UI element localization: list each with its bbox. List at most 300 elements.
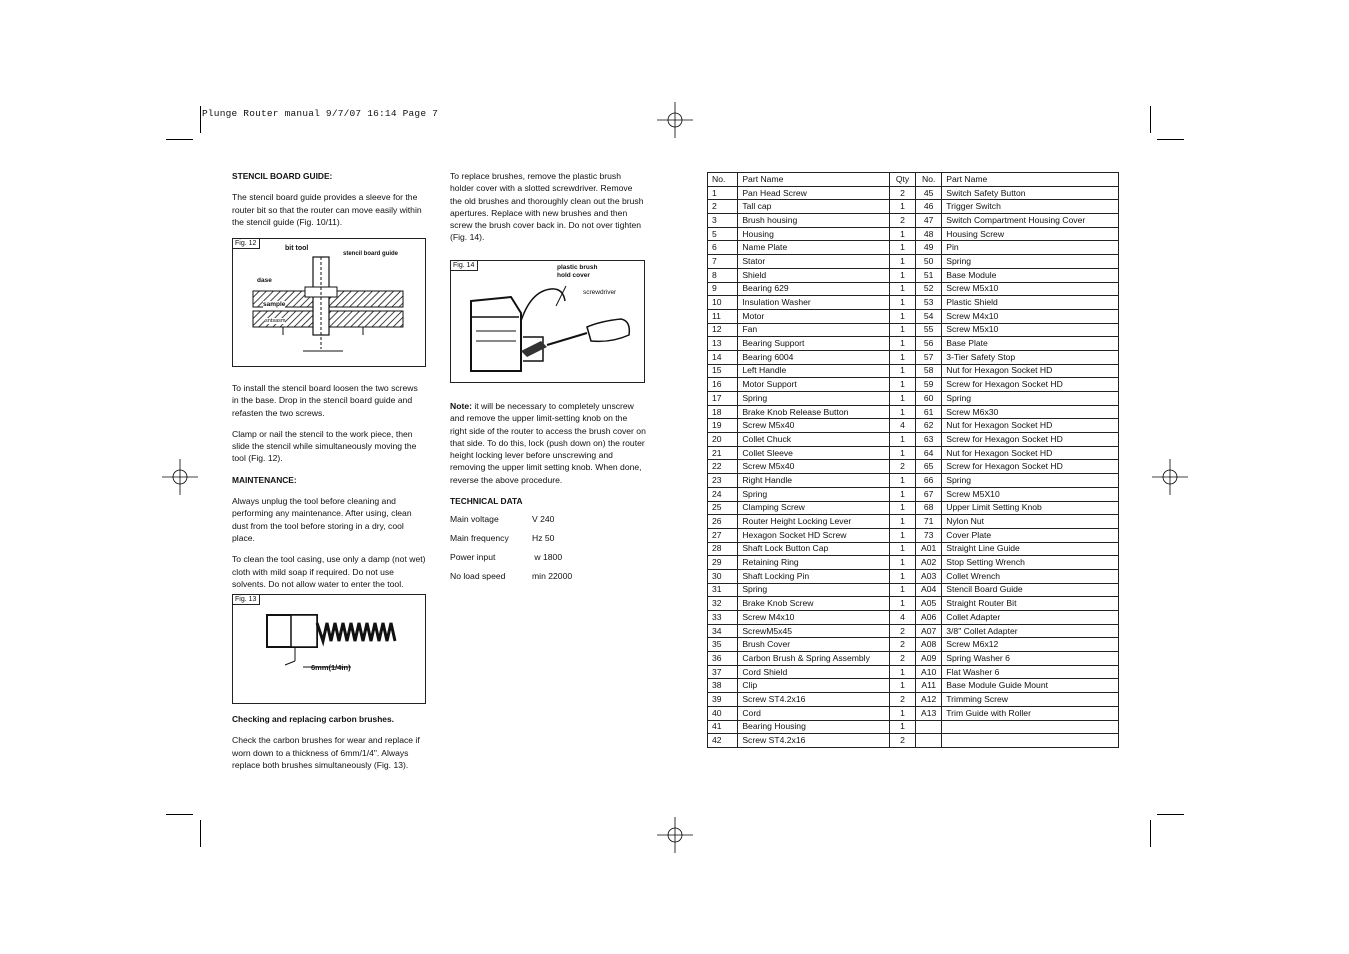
part-number-2 <box>916 734 942 748</box>
part-name-2: 3/8" Collet Adapter <box>942 624 1119 638</box>
figure-12 <box>232 238 426 367</box>
table-row <box>708 214 1119 228</box>
part-name-2: Screw for Hexagon Socket HD <box>942 378 1119 392</box>
part-name-2: Stop Setting Wrench <box>942 556 1119 570</box>
crop-mark <box>1157 139 1184 140</box>
part-number: 28 <box>708 542 738 556</box>
table-row <box>708 569 1119 583</box>
table-row <box>708 186 1119 200</box>
part-name: Insulation Washer <box>738 296 890 310</box>
crop-mark <box>166 139 193 140</box>
table-header-row <box>708 173 1119 187</box>
part-qty: 1 <box>889 720 915 734</box>
part-name: Bearing Housing <box>738 720 890 734</box>
part-qty: 2 <box>889 460 915 474</box>
note-label: Note: <box>450 401 472 411</box>
part-name-2: Housing Screw <box>942 227 1119 241</box>
part-number: 40 <box>708 706 738 720</box>
part-number: 5 <box>708 227 738 241</box>
install-paragraph: To install the stencil board loosen the two screws in the base. Drop in the stencil board guide and refasten the two screws. <box>232 383 418 418</box>
part-name: Carbon Brush & Spring Assembly <box>738 652 890 666</box>
figure-label: Fig. 14 <box>451 261 478 271</box>
part-qty: 1 <box>889 378 915 392</box>
column-left-lower <box>232 382 426 599</box>
part-number-2: A12 <box>916 693 942 707</box>
technical-data-heading: TECHNICAL DATA <box>450 496 523 507</box>
workpiece-label: sntsasm <box>265 318 286 324</box>
part-name: Bearing 629 <box>738 282 890 296</box>
part-number: 25 <box>708 501 738 515</box>
part-name-2: Upper Limit Setting Knob <box>942 501 1119 515</box>
part-number: 11 <box>708 309 738 323</box>
part-number: 23 <box>708 474 738 488</box>
part-number-2: A06 <box>916 611 942 625</box>
part-number: 18 <box>708 405 738 419</box>
note-text: it will be necessary to completely unscrew and remove the upper limit-setting knob on the right side of the router to access the brush cover on that side. To do this, lock (push down on) the router height locking lever before unscrewing and removing the upper limit setting knob. When done, reverse the above procedure. <box>450 401 646 485</box>
figure-14 <box>450 260 645 383</box>
part-number: 26 <box>708 515 738 529</box>
part-name: Clip <box>738 679 890 693</box>
part-name: Collet Sleeve <box>738 446 890 460</box>
crop-mark <box>166 814 193 815</box>
part-number: 35 <box>708 638 738 652</box>
part-name: Pan Head Screw <box>738 186 890 200</box>
part-number-2: 61 <box>916 405 942 419</box>
part-name: Housing <box>738 227 890 241</box>
part-number: 24 <box>708 487 738 501</box>
part-name: Brush Cover <box>738 638 890 652</box>
print-slug: Plunge Router manual 9/7/07 16:14 Page 7 <box>202 108 439 119</box>
part-qty: 1 <box>889 268 915 282</box>
base-label: dase <box>257 277 272 284</box>
measurement-label: 6mm(1/4in) <box>311 663 351 672</box>
table-row <box>708 392 1119 406</box>
part-name: Brake Knob Release Button <box>738 405 890 419</box>
spec-label: Power input <box>450 552 496 562</box>
column-header: No. <box>708 173 738 187</box>
part-name: Clamping Screw <box>738 501 890 515</box>
part-qty: 1 <box>889 350 915 364</box>
brush-cover-label-line2: hold cover <box>557 272 590 279</box>
stencil-heading: STENCIL BOARD GUIDE: <box>232 171 333 181</box>
part-name: Screw M5x40 <box>738 460 890 474</box>
part-name-2: Base Module <box>942 268 1119 282</box>
part-number-2: 56 <box>916 337 942 351</box>
part-name: ScrewM5x45 <box>738 624 890 638</box>
spec-label: No load speed <box>450 571 506 581</box>
table-row <box>708 556 1119 570</box>
part-number-2: 73 <box>916 528 942 542</box>
part-qty: 1 <box>889 679 915 693</box>
table-row <box>708 296 1119 310</box>
part-name: Bearing 6004 <box>738 350 890 364</box>
part-qty: 1 <box>889 501 915 515</box>
brush-cover-label-line1: plastic brush <box>557 264 598 271</box>
part-number: 9 <box>708 282 738 296</box>
part-qty: 1 <box>889 446 915 460</box>
part-qty: 1 <box>889 515 915 529</box>
registration-mark-icon <box>162 459 198 495</box>
part-name: Router Height Locking Lever <box>738 515 890 529</box>
part-qty: 1 <box>889 706 915 720</box>
column-left-bottom <box>232 713 426 780</box>
part-qty: 2 <box>889 624 915 638</box>
part-name: Fan <box>738 323 890 337</box>
carbon-heading: Checking and replacing carbon brushes. <box>232 714 394 724</box>
part-number: 14 <box>708 350 738 364</box>
part-name: Shaft Lock Button Cap <box>738 542 890 556</box>
part-number-2: 54 <box>916 309 942 323</box>
part-qty: 1 <box>889 583 915 597</box>
part-number-2: 52 <box>916 282 942 296</box>
part-qty: 1 <box>889 433 915 447</box>
part-number-2: A13 <box>916 706 942 720</box>
part-number: 19 <box>708 419 738 433</box>
part-name-2: Nut for Hexagon Socket HD <box>942 364 1119 378</box>
part-number-2: 66 <box>916 474 942 488</box>
carbon-brush-illustration <box>233 595 425 703</box>
part-number: 2 <box>708 200 738 214</box>
table-row <box>708 241 1119 255</box>
part-number-2: A10 <box>916 665 942 679</box>
registration-mark-icon <box>657 102 693 138</box>
part-number-2: A05 <box>916 597 942 611</box>
part-number-2: A01 <box>916 542 942 556</box>
spec-label: Main voltage <box>450 514 499 524</box>
part-name: Cord <box>738 706 890 720</box>
registration-mark-icon <box>657 817 693 853</box>
part-qty: 2 <box>889 638 915 652</box>
part-name: Brush housing <box>738 214 890 228</box>
part-number-2: 57 <box>916 350 942 364</box>
part-qty: 1 <box>889 255 915 269</box>
part-number-2: A09 <box>916 652 942 666</box>
part-qty: 1 <box>889 227 915 241</box>
part-qty: 1 <box>889 364 915 378</box>
part-name-2: Switch Compartment Housing Cover <box>942 214 1119 228</box>
part-number-2: 64 <box>916 446 942 460</box>
part-number: 10 <box>708 296 738 310</box>
part-name-2: Base Module Guide Mount <box>942 679 1119 693</box>
part-number: 27 <box>708 528 738 542</box>
column-middle <box>450 170 646 253</box>
table-row <box>708 474 1119 488</box>
column-header: No. <box>916 173 942 187</box>
figure-label: Fig. 12 <box>233 239 260 249</box>
part-number: 15 <box>708 364 738 378</box>
table-row <box>708 337 1119 351</box>
part-qty: 1 <box>889 405 915 419</box>
part-number: 21 <box>708 446 738 460</box>
part-name-2: Straight Router Bit <box>942 597 1119 611</box>
part-name-2 <box>942 734 1119 748</box>
part-name: Screw M5x40 <box>738 419 890 433</box>
table-row <box>708 268 1119 282</box>
part-name-2: Collet Wrench <box>942 569 1119 583</box>
part-qty: 1 <box>889 542 915 556</box>
part-name-2: Nut for Hexagon Socket HD <box>942 446 1119 460</box>
part-qty: 2 <box>889 734 915 748</box>
part-name-2: Flat Washer 6 <box>942 665 1119 679</box>
part-number-2: A07 <box>916 624 942 638</box>
table-row <box>708 364 1119 378</box>
table-row <box>708 528 1119 542</box>
part-number: 38 <box>708 679 738 693</box>
part-qty: 1 <box>889 282 915 296</box>
part-number: 42 <box>708 734 738 748</box>
table-row <box>708 446 1119 460</box>
spec-value: w 1800 <box>532 552 563 562</box>
part-qty: 4 <box>889 611 915 625</box>
part-qty: 1 <box>889 323 915 337</box>
registration-mark-icon <box>1152 459 1188 495</box>
part-number-2: 46 <box>916 200 942 214</box>
part-number: 17 <box>708 392 738 406</box>
replace-brushes-paragraph: To replace brushes, remove the plastic brush holder cover with a slotted screwdriver. Remove the old brushes and thoroughly clean out the brush apertures. Replace with new brushes and then screw the brush cover back in. Do not over tighten (Fig. 14). <box>450 171 644 243</box>
part-name-2: Spring <box>942 255 1119 269</box>
part-name: Spring <box>738 583 890 597</box>
figure-13 <box>232 594 426 704</box>
spec-value: min 22000 <box>532 571 573 581</box>
spec-value: V 240 <box>532 514 555 524</box>
crop-mark <box>200 820 201 847</box>
table-row <box>708 720 1119 734</box>
part-qty: 1 <box>889 474 915 488</box>
part-number-2: A04 <box>916 583 942 597</box>
part-number-2: 60 <box>916 392 942 406</box>
part-name-2: Spring Washer 6 <box>942 652 1119 666</box>
part-number: 39 <box>708 693 738 707</box>
table-row <box>708 323 1119 337</box>
part-number-2: A02 <box>916 556 942 570</box>
unplug-paragraph: Always unplug the tool before cleaning and performing any maintenance. After using, clean dust from the tool before storing in a dry, cool place. <box>232 496 412 543</box>
part-name-2 <box>942 720 1119 734</box>
table-row <box>708 405 1119 419</box>
part-name-2: Nylon Nut <box>942 515 1119 529</box>
spec-value: Hz 50 <box>532 533 555 543</box>
part-qty: 1 <box>889 337 915 351</box>
table-row <box>708 227 1119 241</box>
part-qty: 2 <box>889 214 915 228</box>
part-name: Left Handle <box>738 364 890 378</box>
part-number: 36 <box>708 652 738 666</box>
part-name-2: Screw for Hexagon Socket HD <box>942 433 1119 447</box>
screwdriver-label: screwdriver <box>583 289 617 296</box>
part-name-2: Plastic Shield <box>942 296 1119 310</box>
table-row <box>708 350 1119 364</box>
part-name: Retaining Ring <box>738 556 890 570</box>
part-number-2: 47 <box>916 214 942 228</box>
part-number-2: A03 <box>916 569 942 583</box>
table-row <box>708 419 1119 433</box>
part-number-2: 49 <box>916 241 942 255</box>
table-row <box>708 611 1119 625</box>
part-qty: 1 <box>889 200 915 214</box>
part-name: Name Plate <box>738 241 890 255</box>
part-number-2: 55 <box>916 323 942 337</box>
crop-mark <box>1150 106 1151 133</box>
table-row <box>708 501 1119 515</box>
stencil-guide-illustration <box>233 239 425 366</box>
part-number-2: 67 <box>916 487 942 501</box>
part-name-2: Pin <box>942 241 1119 255</box>
column-middle-lower <box>450 400 646 516</box>
table-row <box>708 679 1119 693</box>
table-row <box>708 693 1119 707</box>
clamp-paragraph: Clamp or nail the stencil to the work piece, then slide the stencil while simultaneously moving the tool (Fig. 12). <box>232 428 417 464</box>
part-name-2: Screw M5x10 <box>942 282 1119 296</box>
part-qty: 2 <box>889 652 915 666</box>
part-name-2: Trigger Switch <box>942 200 1119 214</box>
part-qty: 1 <box>889 487 915 501</box>
part-number: 29 <box>708 556 738 570</box>
part-name: Screw ST4.2x16 <box>738 734 890 748</box>
part-number-2: 48 <box>916 227 942 241</box>
table-row <box>708 665 1119 679</box>
part-number: 3 <box>708 214 738 228</box>
part-qty: 1 <box>889 597 915 611</box>
table-row <box>708 255 1119 269</box>
part-name: Spring <box>738 487 890 501</box>
part-qty: 1 <box>889 556 915 570</box>
part-name-2: Spring <box>942 392 1119 406</box>
part-name-2: Trim Guide with Roller <box>942 706 1119 720</box>
table-row <box>708 624 1119 638</box>
table-row <box>708 433 1119 447</box>
part-number: 34 <box>708 624 738 638</box>
part-number-2: 65 <box>916 460 942 474</box>
part-qty: 1 <box>889 569 915 583</box>
part-number: 22 <box>708 460 738 474</box>
part-number: 16 <box>708 378 738 392</box>
part-name: Motor <box>738 309 890 323</box>
table-row <box>708 734 1119 748</box>
column-header: Part Name <box>942 173 1119 187</box>
note-paragraph <box>450 400 646 486</box>
table-row <box>708 378 1119 392</box>
part-name-2: 3-Tier Safety Stop <box>942 350 1119 364</box>
table-row <box>708 583 1119 597</box>
part-name: Right Handle <box>738 474 890 488</box>
part-number-2: 58 <box>916 364 942 378</box>
part-qty: 1 <box>889 528 915 542</box>
part-number: 12 <box>708 323 738 337</box>
part-number-2 <box>916 720 942 734</box>
part-name-2: Switch Safety Button <box>942 186 1119 200</box>
table-row <box>708 706 1119 720</box>
table-row <box>708 200 1119 214</box>
part-number: 7 <box>708 255 738 269</box>
spec-label: Main frequency <box>450 533 509 543</box>
part-qty: 1 <box>889 392 915 406</box>
stencil-board-guide-label: stencil board guide <box>343 251 399 257</box>
sample-label: sample <box>263 301 286 308</box>
column-left <box>232 170 426 237</box>
table-row <box>708 487 1119 501</box>
part-number-2: 68 <box>916 501 942 515</box>
crop-mark <box>1150 820 1151 847</box>
part-name: Tall cap <box>738 200 890 214</box>
crop-mark <box>200 106 201 133</box>
part-name-2: Screw M5x10 <box>942 323 1119 337</box>
column-header: Qty <box>889 173 915 187</box>
part-name-2: Screw M5X10 <box>942 487 1119 501</box>
stencil-paragraph: The stencil board guide provides a sleeve for the router bit so that the router can move easily within the stencil guide (Fig. 10/11). <box>232 192 422 227</box>
part-number: 37 <box>708 665 738 679</box>
part-name: Motor Support <box>738 378 890 392</box>
table-row <box>708 460 1119 474</box>
part-name-2: Spring <box>942 474 1119 488</box>
part-name-2: Screw M6x30 <box>942 405 1119 419</box>
part-name: Bearing Support <box>738 337 890 351</box>
part-name: Screw M4x10 <box>738 611 890 625</box>
part-name: Spring <box>738 392 890 406</box>
part-number: 33 <box>708 611 738 625</box>
clean-paragraph: To clean the tool casing, use only a damp (not wet) cloth with mild soap if required. Do not use solvents. Do not allow water to enter the tool. <box>232 554 426 589</box>
part-qty: 1 <box>889 241 915 255</box>
part-number-2: 59 <box>916 378 942 392</box>
table-row <box>708 652 1119 666</box>
part-number-2: 62 <box>916 419 942 433</box>
part-number-2: 71 <box>916 515 942 529</box>
part-name: Stator <box>738 255 890 269</box>
part-number-2: A08 <box>916 638 942 652</box>
table-row <box>708 542 1119 556</box>
part-number: 41 <box>708 720 738 734</box>
table-row <box>708 515 1119 529</box>
column-header: Part Name <box>738 173 890 187</box>
table-row <box>708 638 1119 652</box>
part-number: 20 <box>708 433 738 447</box>
part-name: Shaft Locking Pin <box>738 569 890 583</box>
part-name: Screw ST4.2x16 <box>738 693 890 707</box>
part-qty: 4 <box>889 419 915 433</box>
part-name-2: Screw M6x12 <box>942 638 1119 652</box>
part-name-2: Straight Line Guide <box>942 542 1119 556</box>
part-name: Hexagon Socket HD Screw <box>738 528 890 542</box>
part-number-2: A11 <box>916 679 942 693</box>
figure-label: Fig. 13 <box>233 595 260 605</box>
part-qty: 1 <box>889 665 915 679</box>
part-name: Shield <box>738 268 890 282</box>
part-number: 13 <box>708 337 738 351</box>
part-name: Cord Shield <box>738 665 890 679</box>
part-number: 6 <box>708 241 738 255</box>
part-number: 31 <box>708 583 738 597</box>
part-qty: 1 <box>889 309 915 323</box>
part-number: 1 <box>708 186 738 200</box>
part-number: 8 <box>708 268 738 282</box>
brush-cover-illustration <box>451 261 644 382</box>
carbon-paragraph: Check the carbon brushes for wear and replace if worn down to a thickness of 6mm/1/4". Always replace both brushes simultaneously (Fig. 13). <box>232 735 420 770</box>
part-qty: 2 <box>889 186 915 200</box>
part-number-2: 53 <box>916 296 942 310</box>
part-number-2: 63 <box>916 433 942 447</box>
part-qty: 1 <box>889 296 915 310</box>
part-number-2: 50 <box>916 255 942 269</box>
part-name-2: Collet Adapter <box>942 611 1119 625</box>
part-name-2: Screw M4x10 <box>942 309 1119 323</box>
parts-table <box>707 172 1119 748</box>
part-name-2: Stencil Board Guide <box>942 583 1119 597</box>
maintenance-heading: MAINTENANCE: <box>232 474 297 485</box>
bit-tool-label: bit tool <box>285 245 309 252</box>
part-name-2: Screw for Hexagon Socket HD <box>942 460 1119 474</box>
part-name: Brake Knob Screw <box>738 597 890 611</box>
part-number-2: 45 <box>916 186 942 200</box>
table-row <box>708 282 1119 296</box>
part-name-2: Trimming Screw <box>942 693 1119 707</box>
